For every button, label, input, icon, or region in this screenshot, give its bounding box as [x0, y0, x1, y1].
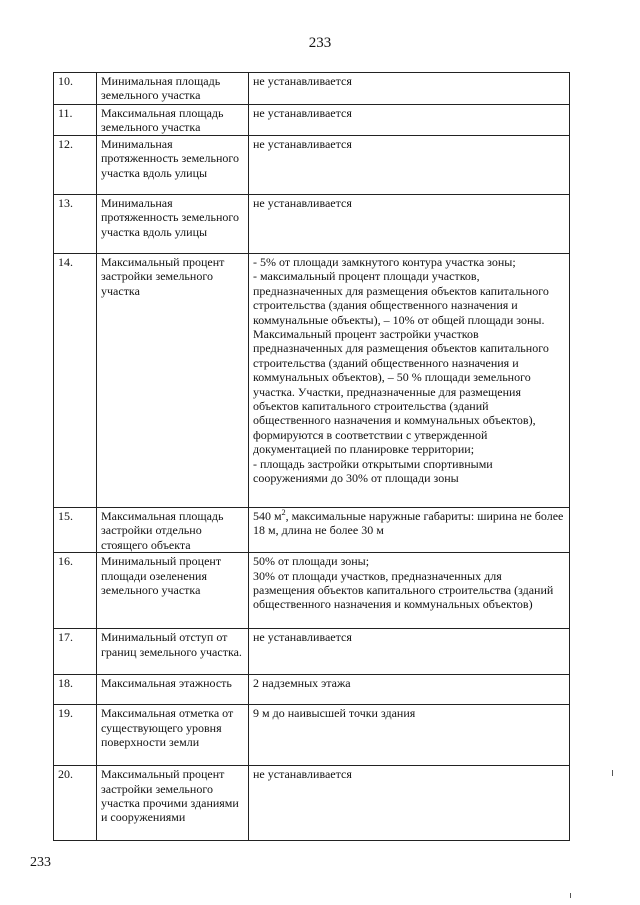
value-line: - площадь застройки открытыми спортивными сооружениями до 30% от площади зоны — [253, 456, 493, 486]
parameter-name: Максимальная отметка от существующего уровня поверхности земли — [97, 705, 249, 766]
value-line: 50% от площади зоны; — [253, 554, 370, 569]
table-row — [54, 553, 570, 629]
scan-artifact-mark — [612, 770, 613, 776]
table-row — [54, 629, 570, 675]
row-number: 11. — [54, 105, 97, 136]
scan-artifact-mark — [570, 893, 571, 898]
parameter-name: Максимальная площадь земельного участка — [97, 105, 249, 136]
parameter-name: Минимальная протяженность земельного участка вдоль улицы — [97, 195, 249, 254]
table-row — [54, 508, 570, 553]
row-number: 20. — [54, 766, 97, 841]
row-number: 10. — [54, 73, 97, 105]
parameter-name: Максимальный процент застройки земельного участка прочими зданиями и сооружениями — [97, 766, 249, 841]
table-row — [54, 675, 570, 705]
dimensions-value: , максимальные наружные габариты: ширина не более 18 м, длина не более 30 м — [253, 509, 564, 538]
parameter-value: не устанавливается — [249, 195, 570, 254]
value-line: 30% от площади участков, предназначенных для размещения объектов капитального строительства (зданий общественного назначения и коммунальных объектов) — [253, 568, 554, 612]
parameter-name: Максимальная площадь застройки отдельно стоящего объекта — [97, 508, 249, 553]
row-number: 12. — [54, 136, 97, 195]
parameter-value — [249, 553, 570, 629]
value-line: - максимальный процент площади участков, предназначенных для размещения объектов капитального строительства (здания общественного назначения и коммунальные объекты), – 10% от общей площади зоны. Максимальный процент застройки участков предназначенных для размещения объектов капитального строительства (зданий общественного назначения и коммунальных объектов), – 50 % площади земельного участка. Участки, предназначенные для размещения объектов капитального строительства (зданий общественного назначения и коммунальных объектов), формируются в соответствии с утвержденной документацией по планировке территории; — [253, 269, 549, 457]
parameter-name: Минимальная протяженность земельного участка вдоль улицы — [97, 136, 249, 195]
parameter-value: не устанавливается — [249, 766, 570, 841]
parameter-value — [249, 508, 570, 553]
value-line: - 5% от площади замкнутого контура участка зоны; — [253, 255, 516, 269]
page-number-top: 233 — [308, 35, 332, 51]
parameter-value: 9 м до наивысшей точки здания — [249, 705, 570, 766]
table-row — [54, 195, 570, 254]
parameter-value: не устанавливается — [249, 136, 570, 195]
row-number: 19. — [54, 705, 97, 766]
table-row — [54, 254, 570, 508]
parameter-value — [249, 254, 570, 508]
table-row — [54, 705, 570, 766]
parameter-value: не устанавливается — [249, 73, 570, 105]
row-number: 16. — [54, 553, 97, 629]
table-row — [54, 136, 570, 195]
parameter-name: Максимальный процент застройки земельного участка — [97, 254, 249, 508]
row-number: 14. — [54, 254, 97, 508]
area-unit-exponent: 2 — [281, 508, 286, 517]
parameters-table — [53, 72, 570, 841]
table-row — [54, 766, 570, 841]
parameter-name: Максимальная этажность — [97, 675, 249, 705]
row-number: 17. — [54, 629, 97, 675]
parameter-name: Минимальный процент площади озеленения земельного участка — [97, 553, 249, 629]
row-number: 15. — [54, 508, 97, 553]
parameter-value: 2 надземных этажа — [249, 675, 570, 705]
row-number: 13. — [54, 195, 97, 254]
parameter-name: Минимальная площадь земельного участка — [97, 73, 249, 105]
row-number: 18. — [54, 675, 97, 705]
table-row — [54, 73, 570, 105]
page-number-bottom: 233 — [30, 855, 51, 870]
area-value: 540 м — [253, 509, 282, 523]
parameter-value: не устанавливается — [249, 629, 570, 675]
parameter-value: не устанавливается — [249, 105, 570, 136]
table-row — [54, 105, 570, 136]
parameter-name: Минимальный отступ от границ земельного участка. — [97, 629, 249, 675]
